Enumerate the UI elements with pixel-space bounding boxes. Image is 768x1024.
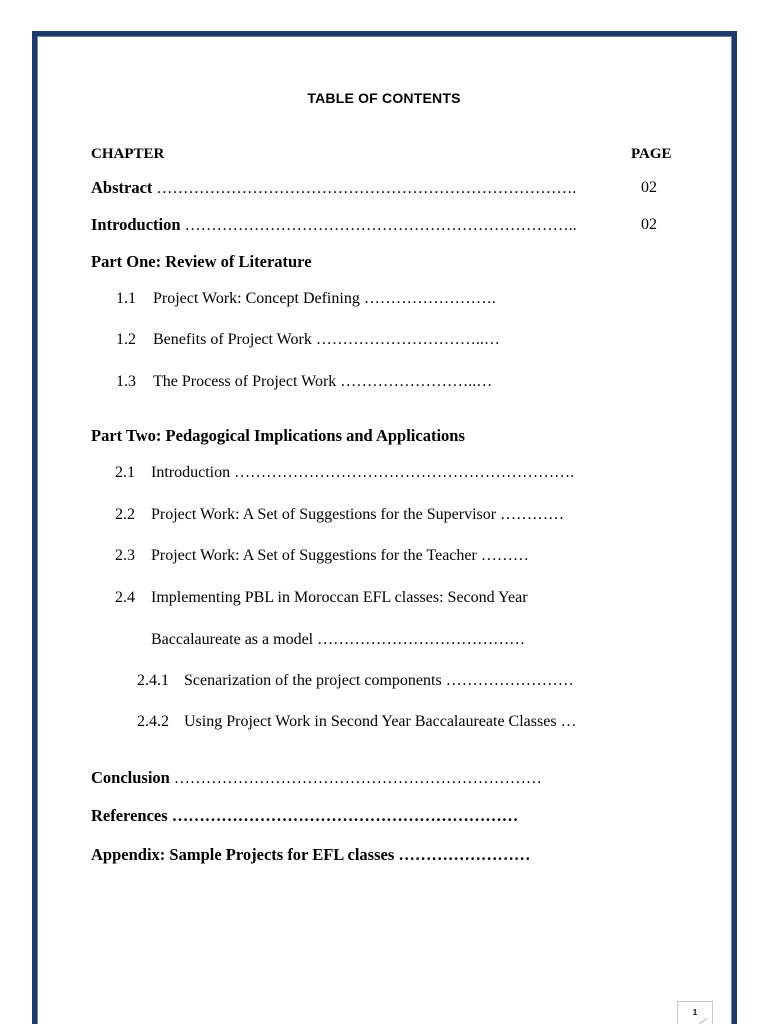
document-title: TABLE OF CONTENTS <box>307 90 461 106</box>
section-number: 2.1 <box>115 464 135 481</box>
section-number: 2.4 <box>115 589 135 606</box>
toc-entry-introduction[interactable] <box>91 215 577 236</box>
section-number: 1.2 <box>116 331 136 348</box>
section-number: 2.4.2 <box>137 713 169 730</box>
toc-entry-label: Appendix: Sample Projects for EFL classes <box>91 845 395 864</box>
toc-section-2-4-continuation[interactable]: Baccalaureate as a model ………………………………… <box>151 631 526 648</box>
section-number: 2.2 <box>115 506 135 523</box>
section-text: Introduction ………………………………………………………. <box>151 464 575 481</box>
toc-section-1-3[interactable] <box>116 372 492 392</box>
page-number: 1 <box>692 1008 698 1017</box>
toc-leader: …………………………………………………………… <box>169 770 542 787</box>
toc-leader: ……………………………………………………… <box>167 806 519 825</box>
toc-section-2-3[interactable] <box>115 546 529 566</box>
chapter-column-header: CHAPTER <box>91 146 165 162</box>
toc-part-one[interactable]: Part One: Review of Literature <box>91 252 312 271</box>
toc-entry-label: Abstract <box>91 178 153 197</box>
section-text: Implementing PBL in Moroccan EFL classes: Second Year <box>151 589 528 606</box>
toc-section-1-2[interactable] <box>116 330 500 350</box>
section-text: Project Work: Concept Defining ……………………. <box>153 290 496 307</box>
section-text: Project Work: A Set of Suggestions for the Teacher ……… <box>151 547 529 564</box>
toc-page-number: 02 <box>641 216 657 233</box>
section-text: The Process of Project Work ……………………..… <box>153 373 493 390</box>
toc-section-2-4-2[interactable] <box>137 712 577 732</box>
toc-entry-conclusion[interactable] <box>91 768 542 789</box>
toc-page-number: 02 <box>641 179 657 196</box>
toc-entry-label: References <box>91 806 168 825</box>
section-number: 2.4.1 <box>137 672 169 689</box>
section-text: Benefits of Project Work …………………………..… <box>153 331 500 348</box>
toc-section-2-4[interactable] <box>115 588 528 608</box>
section-text: Scenarization of the project components …………………… <box>184 672 574 689</box>
toc-section-1-1[interactable] <box>116 289 496 309</box>
toc-section-2-2[interactable] <box>115 505 564 525</box>
toc-leader: …………………… <box>394 845 531 864</box>
toc-section-2-1[interactable] <box>115 463 574 483</box>
toc-entry-abstract[interactable] <box>91 178 576 199</box>
section-number: 1.3 <box>116 373 136 390</box>
toc-part-two[interactable]: Part Two: Pedagogical Implications and Applications <box>91 426 465 445</box>
page-number-box <box>677 1001 713 1024</box>
section-text: Using Project Work in Second Year Baccalaureate Classes … <box>184 713 577 730</box>
toc-entry-appendix[interactable] <box>91 845 530 865</box>
section-number: 1.1 <box>116 290 136 307</box>
page-column-header: PAGE <box>631 146 672 162</box>
toc-entry-references[interactable] <box>91 806 518 826</box>
toc-section-2-4-1[interactable] <box>137 671 574 691</box>
toc-entry-label: Conclusion <box>91 768 170 787</box>
toc-entry-label: Introduction <box>91 215 181 234</box>
section-text: Project Work: A Set of Suggestions for the Supervisor ………… <box>151 506 565 523</box>
toc-leader: ……………………………………………………………………. <box>152 180 577 197</box>
toc-leader: ……………………………………………………………….. <box>180 217 577 234</box>
section-number: 2.3 <box>115 547 135 564</box>
